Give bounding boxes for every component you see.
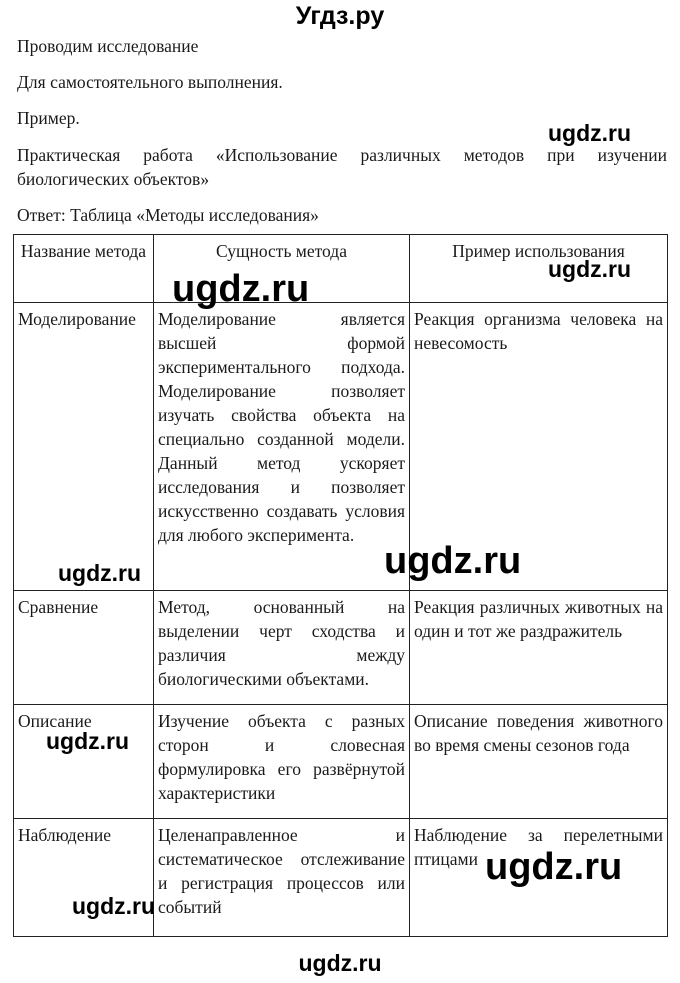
method-essence-cell: Метод, основанный на выделении черт сходства и различия между биологическими объектами.: [154, 591, 410, 705]
watermark: ugdz.ru: [384, 540, 522, 582]
watermark: ugdz.ru: [548, 256, 632, 282]
watermark: ugdz.ru: [72, 893, 156, 919]
table-row: [14, 591, 668, 705]
section-title: Проводим исследование: [17, 36, 199, 56]
practical-work-title: Практическая работа «Использование различных методов при изучении биологических объектов»: [17, 145, 667, 189]
method-essence-cell: Целенаправленное и систематическое отслеживание и регистрация процессов или событий: [154, 819, 410, 937]
watermark: ugdz.ru: [58, 560, 142, 586]
site-header: Угдз.ру: [295, 2, 385, 30]
site-footer: ugdz.ru: [298, 950, 382, 976]
header-method-essence: Сущность метода: [154, 235, 410, 303]
usage-example-cell: Реакция организма человека на невесомость: [410, 303, 668, 591]
method-name-cell: Наблюдение: [14, 819, 154, 937]
answer-line: Ответ: Таблица «Методы исследования»: [17, 205, 319, 225]
method-essence-cell: Изучение объекта с разных сторон и словесная формулировка его развёрнутой характеристики: [154, 705, 410, 819]
usage-example-cell: Описание поведения животного во время смены сезонов года: [410, 705, 668, 819]
method-essence-cell: Моделирование является высшей формой экспериментального подхода. Моделирование позволяет изучать свойства объекта на специально созданной модели. Данный метод ускоряет исследования и позволяет искусственно создавать условия для любого эксперимента.: [154, 303, 410, 591]
table-row: [14, 303, 668, 591]
header-method-name: Название метода: [14, 235, 154, 303]
assignment-type: Для самостоятельного выполнения.: [17, 72, 283, 92]
usage-example-cell: Реакция различных животных на один и тот же раздражитель: [410, 591, 668, 705]
usage-example-cell: Наблюдение за перелетными птицами: [410, 819, 668, 937]
watermark: ugdz.ru: [548, 120, 632, 146]
method-name-cell: Моделирование: [14, 303, 154, 591]
header-usage-example: Пример использования: [410, 235, 668, 303]
example-label: Пример.: [17, 108, 80, 128]
method-name-cell: Сравнение: [14, 591, 154, 705]
method-name-cell: Описание: [14, 705, 154, 819]
watermark: ugdz.ru: [485, 846, 623, 888]
table-row: [14, 705, 668, 819]
watermark: ugdz.ru: [172, 268, 310, 310]
watermark: ugdz.ru: [46, 728, 130, 754]
